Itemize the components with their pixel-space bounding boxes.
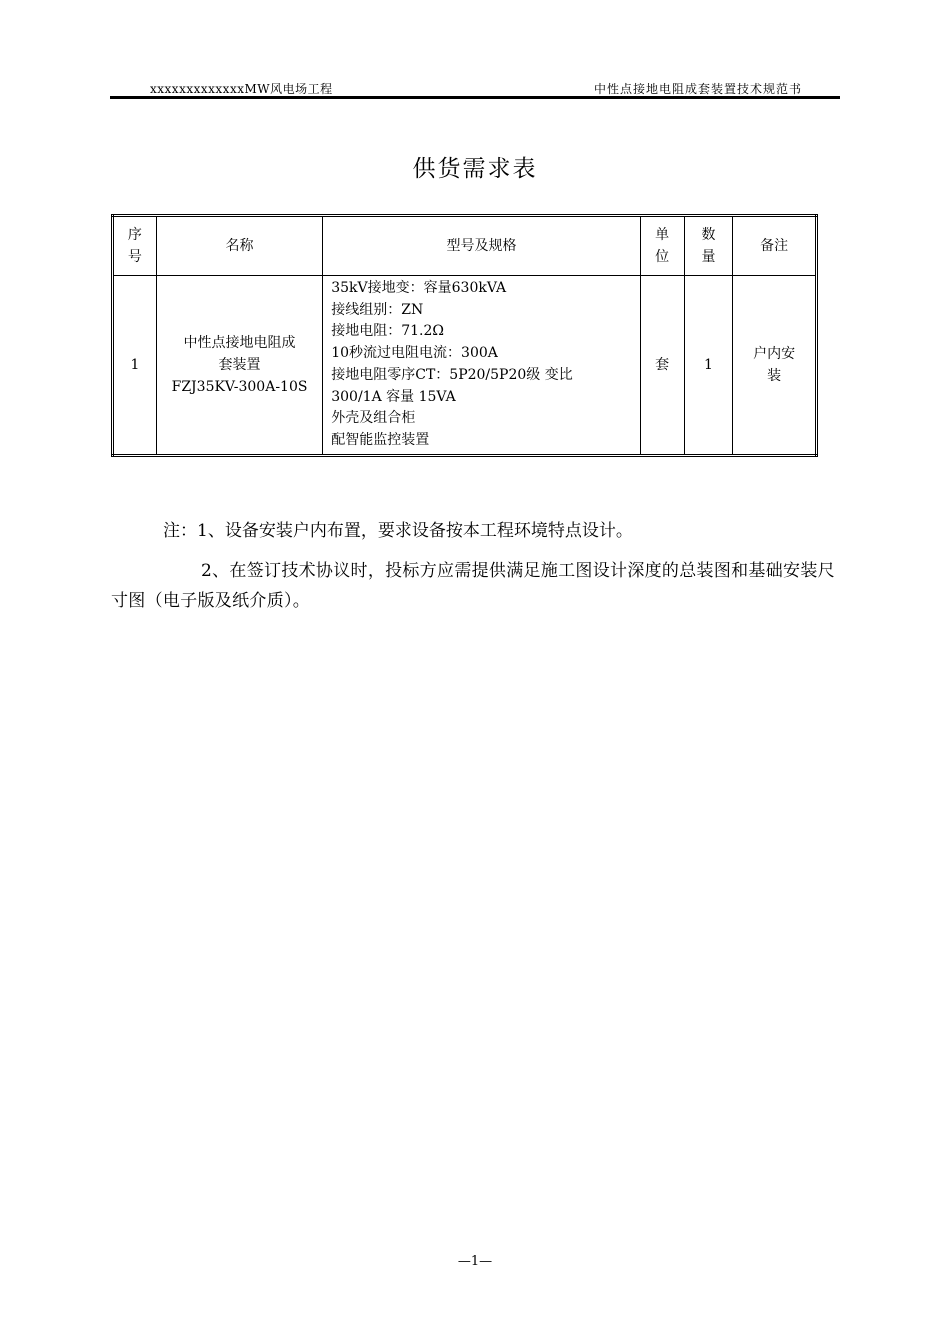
- header-seq: 序 号: [113, 216, 157, 276]
- cell-spec: 35kV接地变：容量630kVA 接线组别：ZN 接地电阻：71.2Ω 10秒流过电阻电流：300A 接地电阻零序CT：5P20/5P20级 变比 300/1A 容量 15VA 外壳及组合柜 配智能监控装置: [323, 276, 640, 456]
- page-title: 供货需求表: [412, 156, 538, 182]
- header-unit: 单 位: [640, 216, 684, 276]
- page-number: —1—: [457, 1254, 493, 1269]
- cell-unit: 套: [640, 276, 684, 456]
- header-spec: 型号及规格: [323, 216, 640, 276]
- header-document-title: 中性点接地电阻成套装置技术规范书: [593, 82, 802, 96]
- note-1: 注：1、设备安装户内布置，要求设备按本工程环境特点设计。: [163, 521, 633, 541]
- cell-remark: 户内安 装: [733, 276, 817, 456]
- header-name: 名称: [156, 216, 322, 276]
- supply-table: [111, 214, 818, 457]
- cell-name: 中性点接地电阻成 套装置 FZJ35KV-300A-10S: [156, 276, 322, 456]
- header-divider: [110, 96, 840, 99]
- header-project-name: xxxxxxxxxxxxxMW风电场工程: [150, 82, 333, 96]
- table-header-row: [113, 216, 817, 276]
- cell-qty: 1: [684, 276, 733, 456]
- note-2: 2、在签订技术协议时，投标方应需提供满足施工图设计深度的总装图和基础安装尺寸图（电子版及纸介质）。: [111, 561, 835, 611]
- cell-seq: 1: [113, 276, 157, 456]
- header-remark: 备注: [733, 216, 817, 276]
- table-row: [113, 276, 817, 456]
- header-qty: 数 量: [684, 216, 733, 276]
